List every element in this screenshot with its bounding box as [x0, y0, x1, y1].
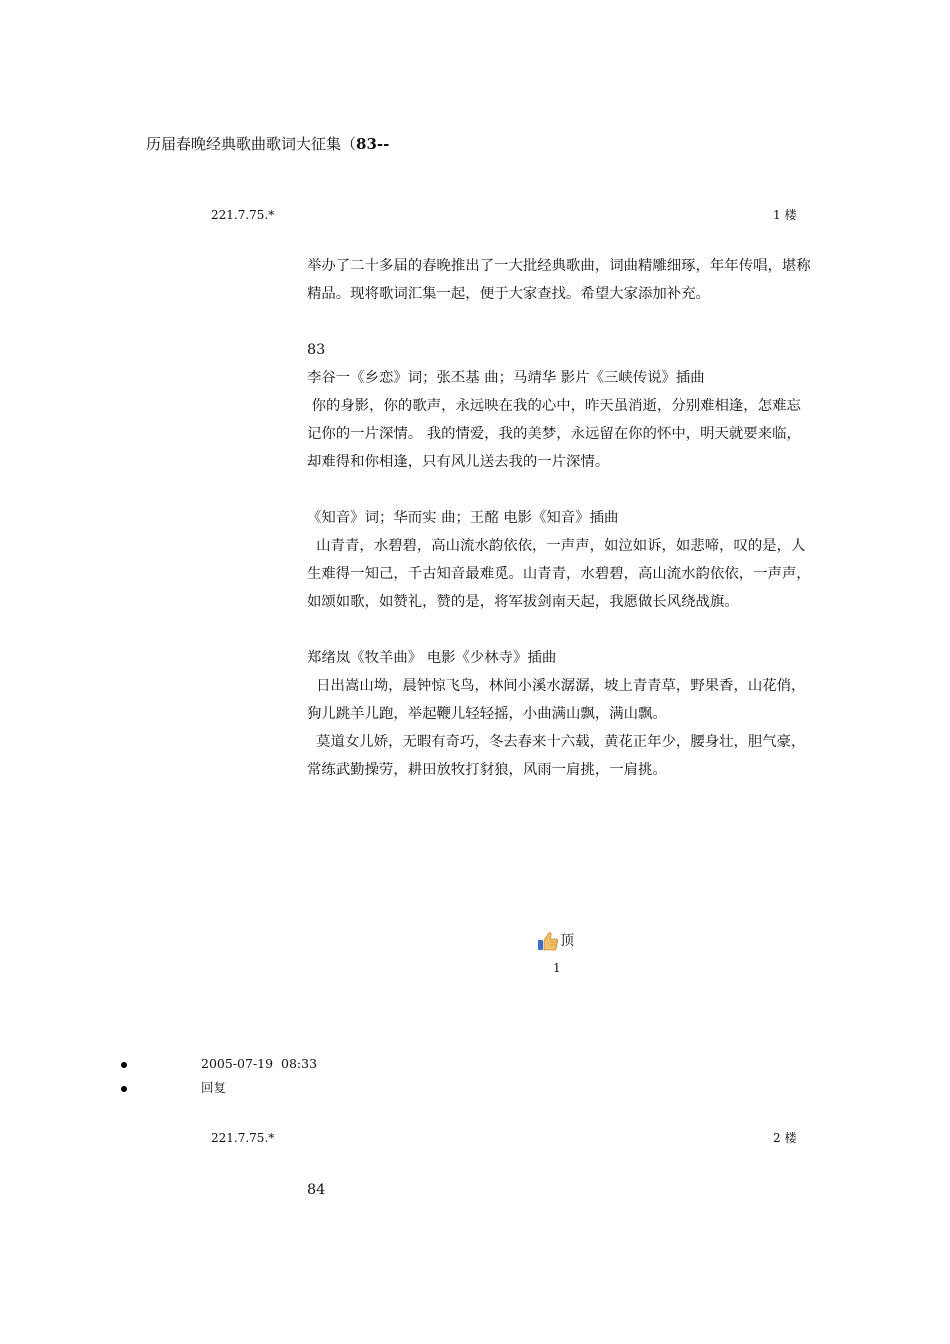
- paragraph-spacer: [307, 616, 811, 644]
- post-1-ip: 221.7.75.*: [211, 208, 275, 222]
- title-bold-text: 83--: [356, 135, 390, 153]
- like-count: 1: [553, 961, 561, 975]
- bullet-icon: [121, 1086, 127, 1092]
- reply-link[interactable]: 回复: [201, 1080, 227, 1095]
- document-title: [146, 134, 389, 154]
- post-1-paragraph: 你的身影，你的歌声，永远映在我的心中，昨天虽消逝，分别难相逢，怎难忘记你的一片深情。 我的情爱，我的美梦，永远留在你的怀中，明天就要来临，却难得和你相逢，只有风儿送去我的一片深情。: [307, 398, 801, 470]
- post-1-paragraph: 李谷一《乡恋》词；张丕基 曲；马靖华 影片《三峡传说》插曲: [307, 370, 705, 386]
- post-2-ip: 221.7.75.*: [211, 1131, 275, 1145]
- post-1-paragraph: 山青青，水碧碧，高山流水韵依依，一声声，如泣如诉，如悲啼，叹的是，人生难得一知己，千古知音最难觅。山青青，水碧碧，高山流水韵依依，一声声，如颂如歌，如赞礼，赞的是，将军拔剑南天起，我愿做长风绕战旗。: [307, 538, 811, 610]
- post-2-paragraph: 84: [307, 1182, 326, 1198]
- post-timestamp: 2005-07-19 08:33: [201, 1056, 318, 1071]
- paragraph-spacer: [307, 476, 811, 504]
- post-1-paragraph: 83: [307, 342, 326, 358]
- paragraph-spacer: [307, 308, 811, 336]
- like-button[interactable]: [537, 930, 574, 952]
- post-1-paragraph: 举办了二十多届的春晚推出了一大批经典歌曲，词曲精雕细琢，年年传唱，堪称精品。现将歌词汇集一起，便于大家查找。希望大家添加补充。: [307, 258, 811, 302]
- post-1-paragraph: 《知音》词；华而实 曲；王酩 电影《知音》插曲: [307, 510, 619, 526]
- post-1-paragraph: 莫道女儿娇，无暇有奇巧，冬去春来十六载，黄花正年少，腰身壮，胆气豪，常练武勤操劳，耕田放牧打豺狼，风雨一肩挑，一肩挑。: [307, 734, 806, 778]
- like-label: 顶: [560, 933, 574, 949]
- list-item: [0, 1054, 950, 1078]
- post-2-floor-number: 2 楼: [773, 1131, 797, 1145]
- post-1-floor-number: 1 楼: [773, 208, 797, 222]
- post-1-body: [307, 252, 811, 784]
- post-meta-list: [0, 1054, 950, 1102]
- thumbs-up-icon: [537, 931, 560, 951]
- post-2-body: [307, 1176, 811, 1204]
- post-1-paragraph: 日出嵩山坳，晨钟惊飞鸟，林间小溪水潺潺，坡上青青草，野果香，山花俏，狗儿跳羊儿跑，举起鞭儿轻轻摇，小曲满山飘，满山飘。: [307, 678, 806, 722]
- list-item[interactable]: [0, 1078, 950, 1102]
- title-main-text: 历届春晚经典歌曲歌词大征集（: [146, 135, 357, 153]
- post-1-paragraph: 郑绪岚《牧羊曲》 电影《少林寺》插曲: [307, 650, 557, 666]
- bullet-icon: [121, 1062, 127, 1068]
